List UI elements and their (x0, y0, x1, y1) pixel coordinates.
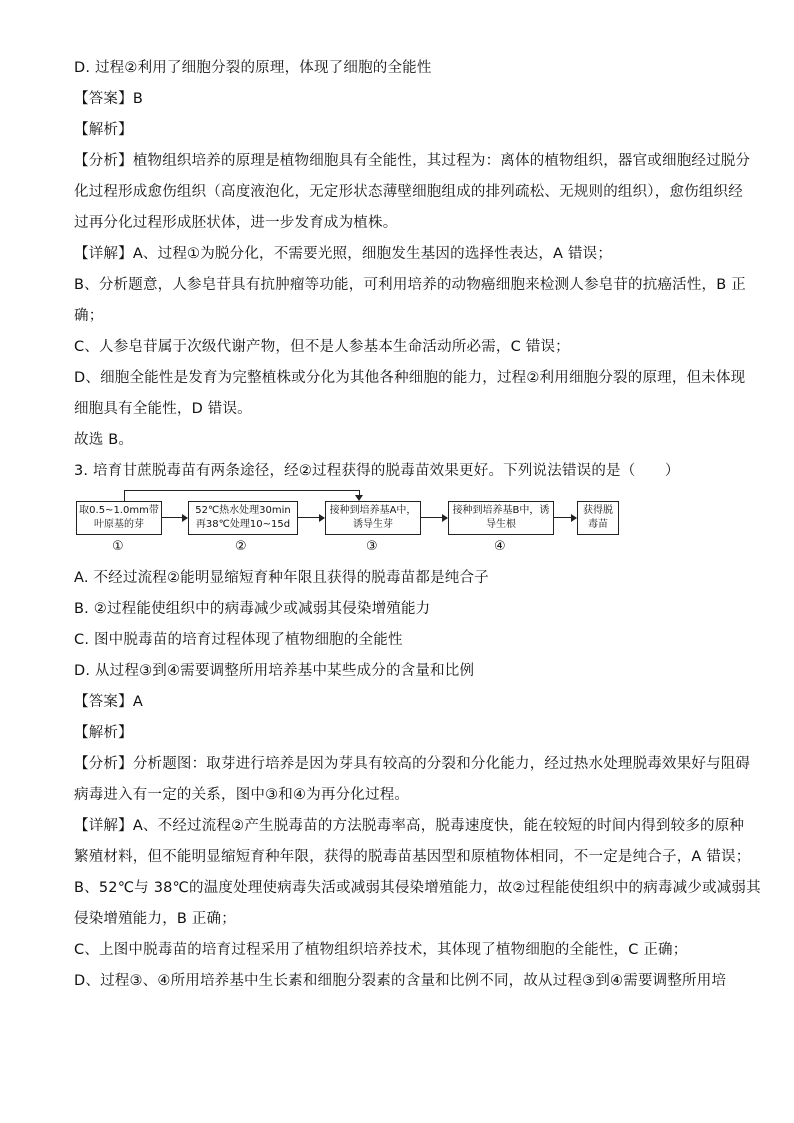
q3-detail-c: C、上图中脱毒苗的培育过程采用了植物组织培养技术，其体现了植物细胞的全能性，C 正确； (74, 942, 688, 958)
prev-detail-c: C、人参皂苷属于次级代谢产物，但不是人参基本生命活动所必需，C 错误； (74, 339, 570, 355)
flow-diagram (74, 492, 724, 562)
fenxi-label: 【分析】 (74, 756, 133, 772)
question-3-stem: 3. 培育甘蔗脱毒苗有两条途径，经②过程获得的脱毒苗效果更好。下列说法错误的是（ ） (74, 463, 680, 479)
q3-answer (74, 692, 724, 712)
step-label-1: ① (112, 539, 124, 554)
answer-value: B (132, 91, 143, 107)
q3-detail-b-1: B、52℃与 38℃的温度处理使病毒失活或减弱其侵染增殖能力，故②过程能使组织中的病毒减少或减弱其 (74, 880, 761, 896)
prev-detail-b-2: 确； (74, 308, 104, 324)
prev-detail-b-1: B、分析题意，人参皂苷具有抗肿瘤等功能，可利用培养的动物癌细胞来检测人参皂苷的抗癌活性，B 正 (74, 277, 746, 293)
answer-label: 【答案】 (74, 91, 133, 107)
prev-fenxi-line-1: 【分析】植物组织培养的原理是植物细胞具有全能性，其过程为：离体的植物组织，器官或细胞经过脱分 (74, 153, 751, 169)
q3-fenxi-line-2: 病毒进入有一定的关系，图中③和④为再分化过程。 (74, 787, 410, 803)
prev-fenxi-line-2: 化过程形成愈伤组织（高度液泡化，无定形状态薄壁细胞组成的排列疏松、无规则的组织），愈伤组织经 (74, 184, 743, 200)
document-page (74, 58, 761, 1002)
q3-detail-b-2: 侵染增殖能力，B 正确； (74, 911, 236, 927)
prev-analysis-label: 【解析】 (74, 122, 133, 138)
prev-detail-a: 【详解】A、过程①为脱分化，不需要光照，细胞发生基因的选择性表达，A 错误； (74, 246, 613, 262)
q3-option-b: B. ②过程能使组织中的病毒减少或减弱其侵染增殖能力 (74, 601, 431, 617)
bypass-line-start (124, 490, 125, 501)
prev-detail-d-2: 细胞具有全能性，D 错误。 (74, 401, 252, 417)
flow-arrow-4 (554, 517, 576, 518)
prev-detail-d-1: D、细胞全能性是发育为完整植株或分化为其他各种细胞的能力，过程②利用细胞分裂的原理，但未体现 (74, 370, 746, 386)
prev-option-d: D. 过程②利用了细胞分裂的原理，体现了细胞的全能性 (74, 60, 432, 76)
xiangjie-label: 【详解】 (74, 818, 133, 834)
q3-option-c: C. 图中脱毒苗的培育过程体现了植物细胞的全能性 (74, 632, 403, 648)
q3-detail-a-2: 繁殖材料，但不能明显缩短育种年限，获得的脱毒苗基因型和原植物体相同，不一定是纯合子，A 错误； (74, 849, 751, 865)
flow-box-3: 接种到培养基A中，诱导生芽 (325, 501, 421, 535)
q3-detail-d: D、过程③、④所用培养基中生长素和细胞分裂素的含量和比例不同，故从过程③到④需要调整所用培 (74, 973, 727, 989)
bypass-line-top (124, 490, 359, 491)
flow-box-5: 获得脱毒苗 (577, 501, 619, 535)
xiangjie-label: 【详解】 (74, 246, 133, 262)
q3-analysis-label: 【解析】 (74, 725, 133, 741)
q3-option-d: D. 从过程③到④需要调整所用培养基中某些成分的含量和比例 (74, 663, 475, 679)
flow-box-2: 52℃热水处理30min再38℃处理10~15d (188, 501, 298, 535)
answer-value: A (132, 694, 143, 710)
q3-detail-a-1: 【详解】A、不经过流程②产生脱毒苗的方法脱毒率高，脱毒速度快，能在较短的时间内得到较多的原种 (74, 818, 745, 834)
prev-answer (74, 89, 724, 109)
step-label-2: ② (235, 539, 247, 554)
flow-box-1: 取0.5~1.0mm带叶原基的芽 (76, 501, 162, 535)
flow-arrow-3 (421, 517, 447, 518)
step-label-4: ④ (494, 539, 506, 554)
flow-arrow-2 (298, 517, 324, 518)
flow-arrow-1 (162, 517, 187, 518)
step-label-3: ③ (366, 539, 378, 554)
prev-conclusion: 故选 B。 (74, 432, 134, 448)
q3-option-a: A. 不经过流程②能明显缩短育种年限且获得的脱毒苗都是纯合子 (74, 570, 489, 586)
prev-fenxi-line-3: 过再分化过程形成胚状体，进一步发育成为植株。 (74, 215, 398, 231)
fenxi-label: 【分析】 (74, 153, 133, 169)
q3-fenxi-line-1: 【分析】分析题图：取芽进行培养是因为芽具有较高的分裂和分化能力，经过热水处理脱毒效果好与阻碍 (74, 756, 751, 772)
flow-box-4: 接种到培养基B中，诱导生根 (448, 501, 554, 535)
answer-label: 【答案】 (74, 694, 133, 710)
